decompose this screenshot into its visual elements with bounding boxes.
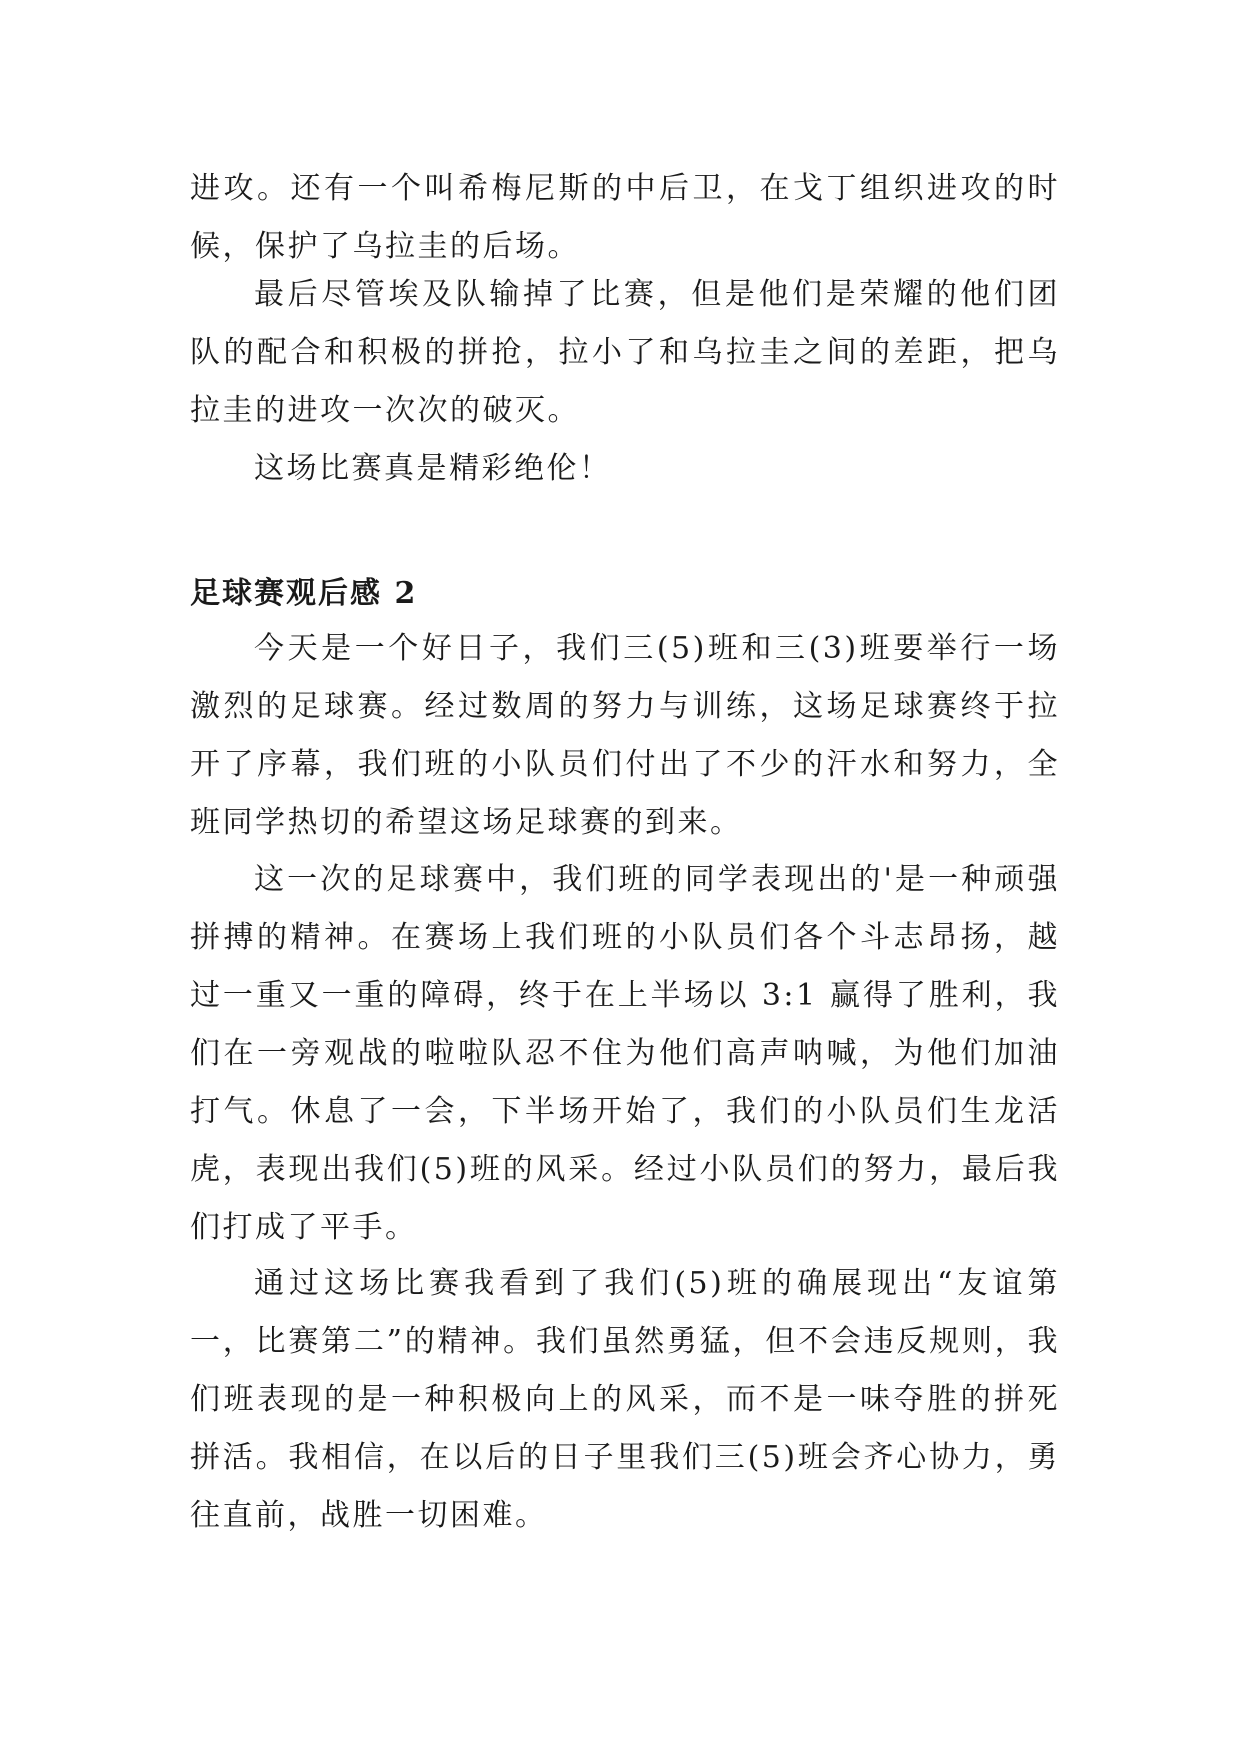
paragraph-intro: 今天是一个好日子，我们三(5)班和三(3)班要举行一场激烈的足球赛。经过数周的努力与训练，这场足球赛终于拉开了序幕，我们班的小队员们付出了不少的汗水和努力，全班同学热切的希望这场足球赛的到来。 [190,631,1060,840]
section-title: 足球赛观后感 2 [190,576,418,611]
paragraph-continuation: 进攻。还有一个叫希梅尼斯的中后卫，在戈丁组织进攻的时候，保护了乌拉圭的后场。 [190,171,1060,264]
paragraph-result: 最后尽管埃及队输掉了比赛，但是他们是荣耀的他们团队的配合和积极的拼抢，拉小了和乌拉圭之间的差距，把乌拉圭的进攻一次次的破灭。 [190,277,1060,428]
paragraph-conclusion: 这场比赛真是精彩绝伦！ [254,451,612,486]
paragraph-match: 这一次的足球赛中，我们班的同学表现出的'是一种顽强拼搏的精神。在赛场上我们班的小队员们各个斗志昂扬，越过一重又一重的障碍，终于在上半场以 3:1 赢得了胜利，我们在一旁观战的啦啦队忍不住为他们高声呐喊，为他们加油打气。休息了一会，下半场开始了，我们的小队员们生龙活虎，表现出我们(5)班的风采。经过小队员们的努力，最后我们打成了平手。 [190,862,1060,1245]
paragraph-reflection: 通过这场比赛我看到了我们(5)班的确展现出“友谊第一，比赛第二”的精神。我们虽然勇猛，但不会违反规则，我们班表现的是一种积极向上的风采，而不是一味夺胜的拼死拼活。我相信，在以后的日子里我们三(5)班会齐心协力，勇往直前，战胜一切困难。 [190,1266,1060,1533]
